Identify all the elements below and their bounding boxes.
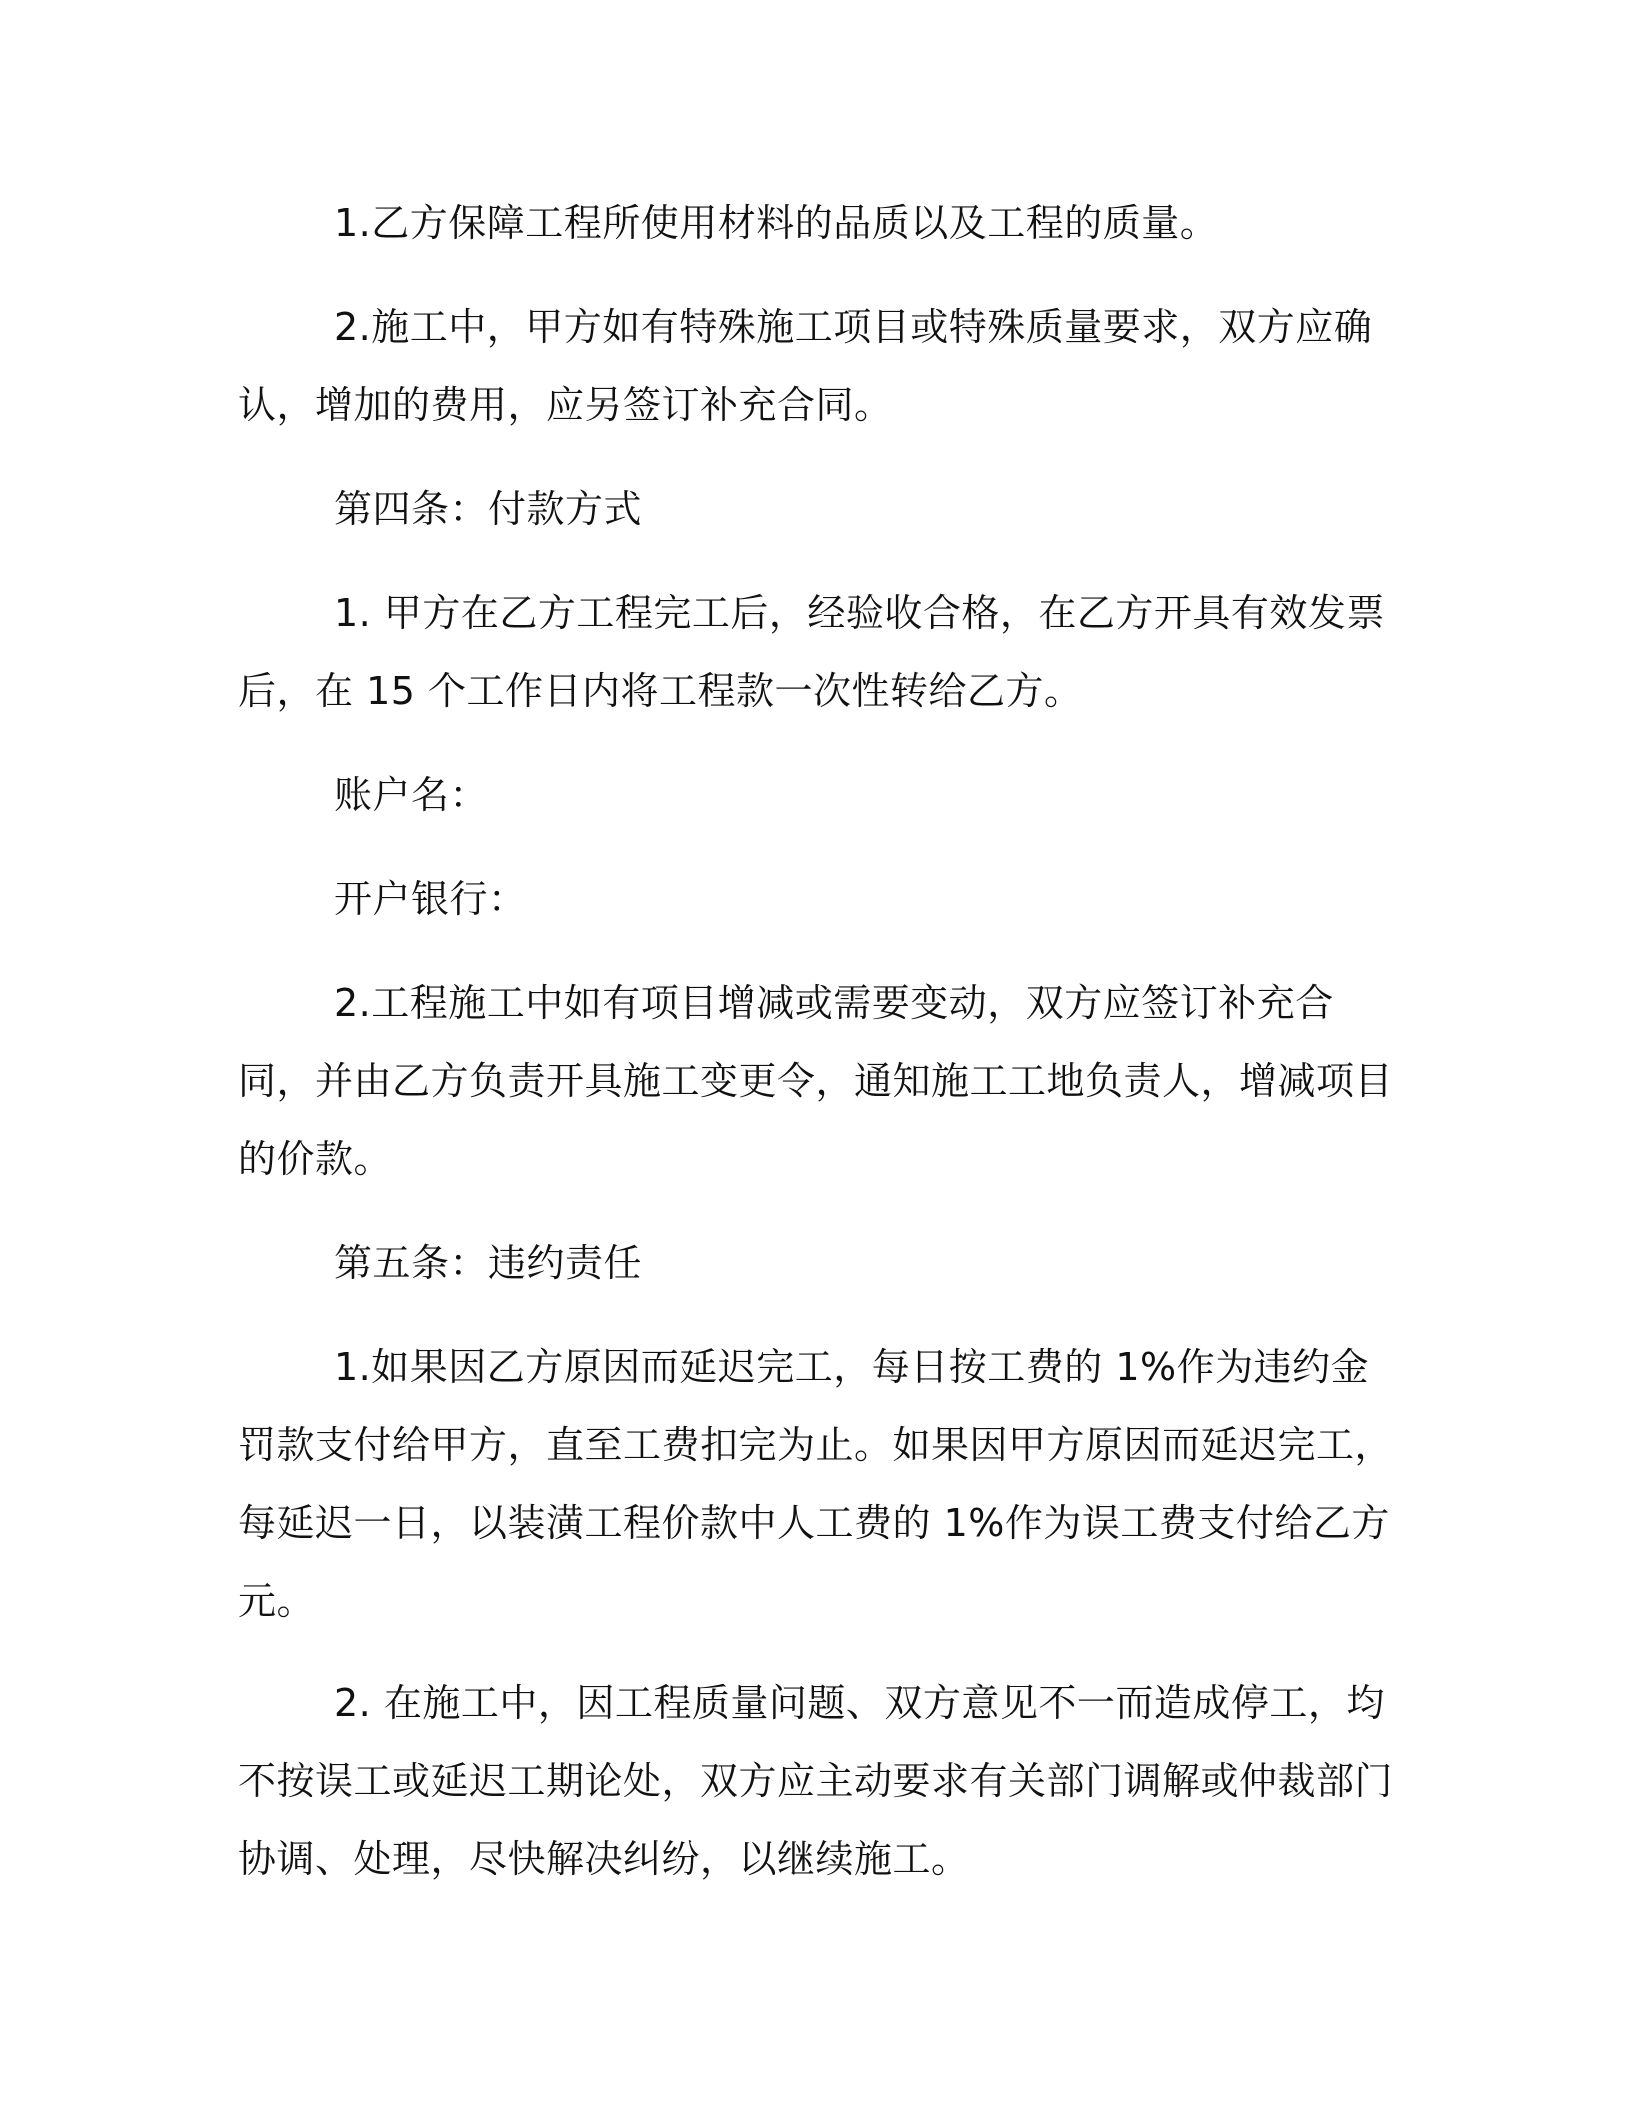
clause-3-item-1: 1.乙方保障工程所使用材料的品质以及工程的质量。 — [334, 201, 1219, 245]
account-name-line: 账户名： — [334, 773, 489, 817]
clause-5-item-1: 1.如果因乙方原因而延迟完工，每日按工费的 1%作为违约金罚款支付给甲方，直至工费扣完为止。如果因甲方原因而延迟完工，每延迟一日，以装潢工程价款中人工费的 1%作为误工费支付给乙方 元。 — [238, 1345, 1394, 1623]
clause-4-item-2: 2.工程施工中如有项目增减或需要变动，双方应签订补充合同，并由乙方负责开具施工变更令，通知施工工地负责人，增减项目的价款。 — [238, 981, 1394, 1181]
clause-5-item-2: 2. 在施工中，因工程质量问题、双方意见不一而造成停工，均不按误工或延迟工期论处，双方应主动要求有关部门调解或仲裁部门协调、处理，尽快解决纠纷，以继续施工。 — [238, 1681, 1394, 1881]
clause-4-heading: 第四条：付款方式 — [334, 487, 643, 531]
clause-5-heading: 第五条：违约责任 — [334, 1241, 643, 1285]
document-body — [238, 184, 1403, 1898]
bank-line: 开户银行： — [334, 877, 527, 921]
clause-4-item-1: 1. 甲方在乙方工程完工后，经验收合格，在乙方开具有效发票后，在 15 个工作日内将工程款一次性转给乙方。 — [238, 591, 1385, 713]
clause-3-item-2: 2.施工中，甲方如有特殊施工项目或特殊质量要求，双方应确认，增加的费用，应另签订补充合同。 — [238, 305, 1373, 427]
